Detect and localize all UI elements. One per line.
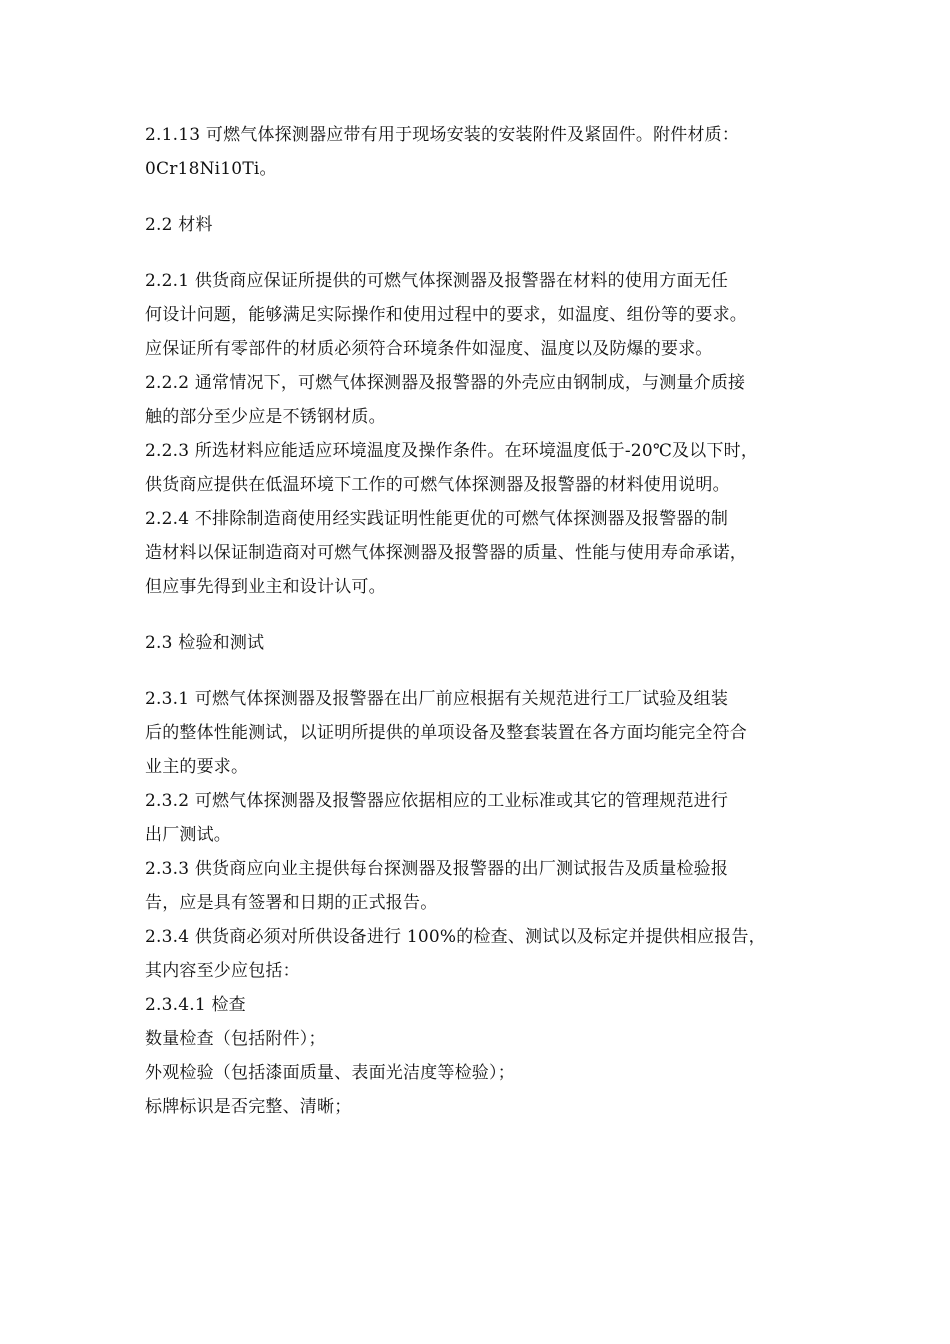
text-line: 外观检验（包括漆面质量、表面光洁度等检验）； [145,1063,515,1083]
section-heading: 2.2 材料 [145,215,213,235]
text-line: 其内容至少应包括： [145,961,300,981]
text-line: 触的部分至少应是不锈钢材质。 [145,407,386,427]
paragraph-gap [145,186,810,208]
text-line: 2.1.13 可燃气体探测器应带有用于现场安装的安装附件及紧固件。附件材质： [145,125,740,145]
text-line: 应保证所有零部件的材质必须符合环境条件如湿度、温度以及防爆的要求。 [145,339,713,359]
text-line: 但应事先得到业主和设计认可。 [145,577,386,597]
text-line: 2.3.4 供货商必须对所供设备进行 100%的检查、测试以及标定并提供相应报告， [145,927,766,947]
text-line: 后的整体性能测试，以证明所提供的单项设备及整套装置在各方面均能完全符合 [145,723,747,743]
text-line: 2.3.1 可燃气体探测器及报警器在出厂前应根据有关规范进行工厂试验及组装 [145,689,729,709]
text-line: 业主的要求。 [145,757,249,777]
text-line: 0Cr18Ni10Ti。 [145,159,277,179]
text-line: 告，应是具有签署和日期的正式报告。 [145,893,438,913]
text-line: 数量检查（包括附件）； [145,1029,326,1049]
text-line: 标牌标识是否完整、清晰； [145,1097,352,1117]
text-line: 供货商应提供在低温环境下工作的可燃气体探测器及报警器的材料使用说明。 [145,475,730,495]
text-line: 2.2.2 通常情况下，可燃气体探测器及报警器的外壳应由钢制成，与测量介质接 [145,373,746,393]
text-line: 出厂测试。 [145,825,231,845]
text-line: 2.2.1 供货商应保证所提供的可燃气体探测器及报警器在材料的使用方面无任 [145,271,729,291]
text-line: 2.2.4 不排除制造商使用经实践证明性能更优的可燃气体探测器及报警器的制 [145,509,729,529]
text-line: 2.3.3 供货商应向业主提供每台探测器及报警器的出厂测试报告及质量检验报 [145,859,729,879]
text-line: 2.2.3 所选材料应能适应环境温度及操作条件。在环境温度低于-20℃及以下时， [145,441,759,461]
paragraph-gap [145,660,810,682]
paragraph-gap [145,242,810,264]
text-line: 造材料以保证制造商对可燃气体探测器及报警器的质量、性能与使用寿命承诺， [145,543,747,563]
text-line: 何设计问题，能够满足实际操作和使用过程中的要求，如温度、组份等的要求。 [145,305,747,325]
document-body [145,118,810,1124]
text-line: 2.3.4.1 检查 [145,995,246,1015]
section-heading: 2.3 检验和测试 [145,633,265,653]
text-line: 2.3.2 可燃气体探测器及报警器应依据相应的工业标准或其它的管理规范进行 [145,791,729,811]
paragraph-gap [145,604,810,626]
